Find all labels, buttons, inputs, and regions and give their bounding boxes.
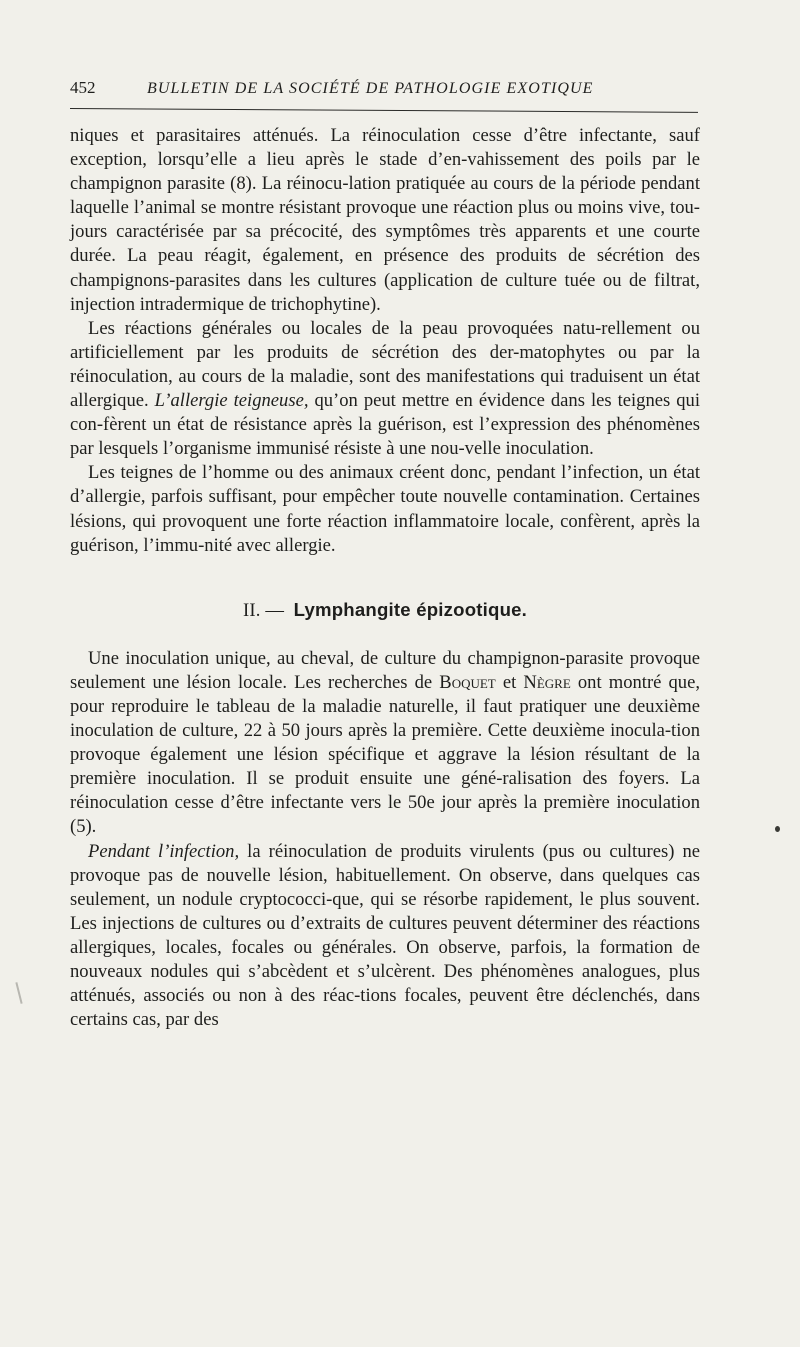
author-boquet: Boquet xyxy=(439,671,496,693)
section-heading xyxy=(70,598,700,623)
margin-mark xyxy=(15,982,22,1004)
margin-dot xyxy=(775,826,780,832)
paragraph-3: Les teignes de l’homme ou des animaux créent donc, pendant l’infection, un état d’allergie, parfois suffisant, pour empêcher toute nouvelle contamination. Certaines lésions, qui provoquent une forte réaction inflammatoire locale, confèrent, après la guérison, l’immu-nité avec allergie. xyxy=(70,462,700,556)
paragraph-4: Une inoculation unique, au cheval, de culture du champignon-parasite provoque seulement une lésion locale. Les recherches de Boquet et Nègre ont montré que, pour reproduire le tableau de la maladie naturelle, il faut pratiquer une deuxième inoculation de culture, 22 à 50 jours après la première. Cette deuxième inocula-tion provoque également une lésion spécifique et aggrave la lésion résultant de la première inoculation. Il se produit ensuite une géné-ralisation des foyers. La réinoculation cesse d’être infectante vers le 50e jour après la première inoculation (5). xyxy=(70,647,701,838)
running-title: BULLETIN DE LA SOCIÉTÉ DE PATHOLOGIE EXOTIQUE xyxy=(147,80,594,97)
emphasis-pendant-infection: Pendant l’infection, xyxy=(88,840,240,862)
paragraph-5: Pendant l’infection, la réinoculation de produits virulents (pus ou cultures) ne provoque pas de nouvelle lésion, habituellement. On observe, dans quelques cas seulement, un nodule cryptococci-que, qui se résorbe rapidement, le plus souvent. Les injections de cultures ou d’extraits de cultures peuvent déterminer des réactions allergiques, locales, focales ou générales. On observe, parfois, la formation de nouveaux nodules qui s’abcèdent et s’ulcèrent. Des phénomènes analogues, plus atténués, associés ou non à des réac-tions focales, peuvent être déclenchés, dans certains cas, par des xyxy=(70,840,700,1031)
page-number: 452 xyxy=(70,78,96,97)
paragraph-1: niques et parasitaires atténués. La réinoculation cesse d’être infectante, sauf exception, lorsqu’elle a lieu après le stade d’en-vahissement des poils par le champignon parasite (8). La réinocu-lation pratiquée au cours de la période pendant laquelle l’animal se montre résistant provoque une réaction plus ou moins vive, tou-jours caractérisée par sa précocité, des symptômes très apparents et une courte durée. La peau réagit, également, en présence des produits de sécrétion des champignons-parasites dans les cultures (application de culture tuée ou de filtrat, injection intradermique de trichophytine). xyxy=(70,125,700,315)
section-numeral: II. — xyxy=(242,599,285,621)
header-rule xyxy=(70,108,698,113)
body-text xyxy=(70,124,700,1032)
author-negre: Nègre xyxy=(523,671,571,693)
emphasis-allergie-teigneuse: L’allergie teigneuse, xyxy=(154,390,309,412)
section-title: Lymphangite épizootique. xyxy=(293,598,528,620)
paragraph-2: Les réactions générales ou locales de la peau provoquées natu-rellement ou artificiellement par les produits de sécrétion des der-matophytes ou par la réinoculation, au cours de la maladie, sont des manifestations qui traduisent un état allergique. L’allergie teigneuse, qu’on peut mettre en évidence dans les teignes qui con-fèrent un état de résistance après la guérison, est l’expression des phénomènes par lesquels l’organisme immunisé résiste à une nou-velle inoculation. xyxy=(70,317,700,460)
page-header xyxy=(70,78,700,108)
